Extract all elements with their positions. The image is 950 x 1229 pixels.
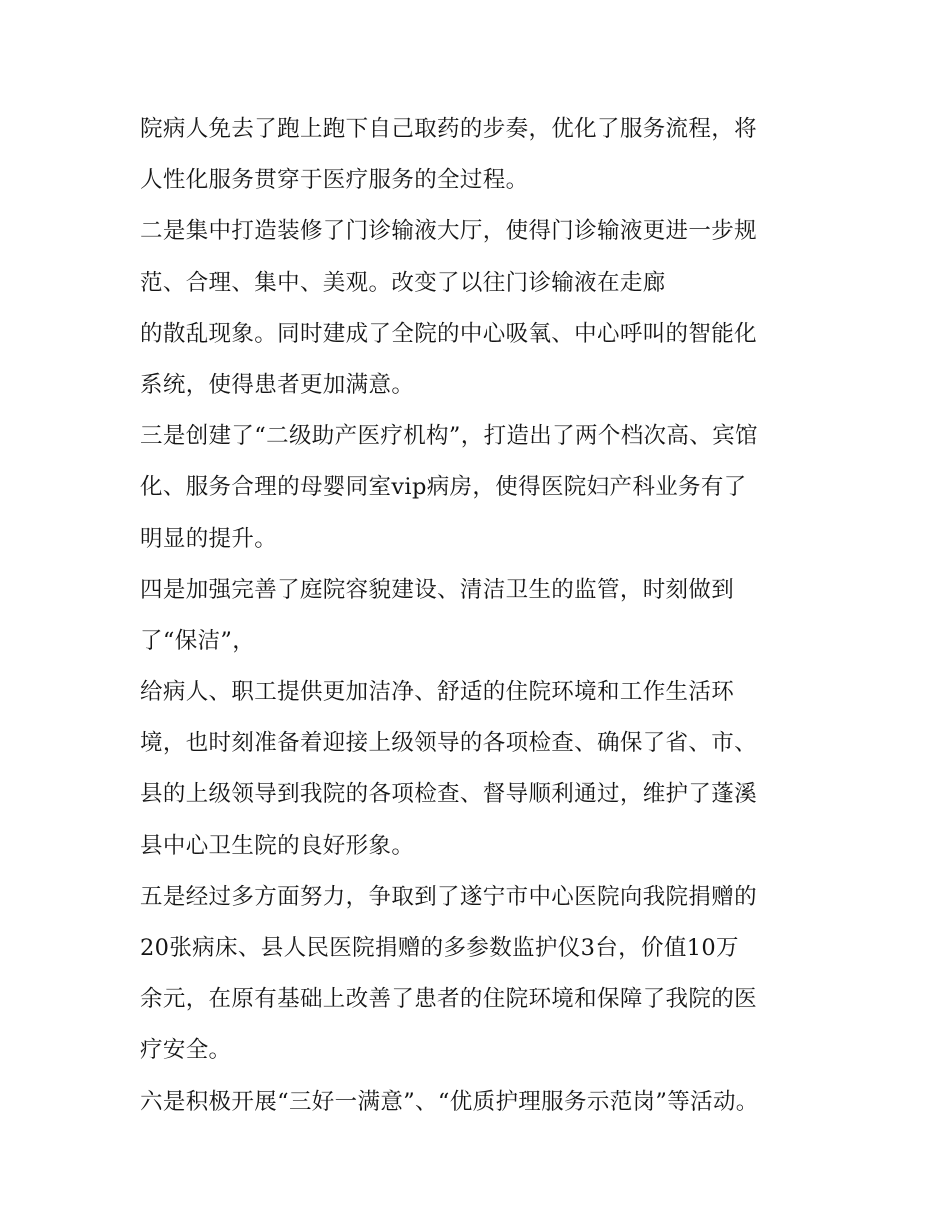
text-line: 的散乱现象。同时建成了全院的中心吸氧、中心呼叫的智能化 [140, 320, 757, 347]
text-line: 院病人免去了跑上跑下自己取药的步奏，优化了服务流程，将 [140, 116, 757, 142]
text-line: 二是集中打造装修了门诊输液大厅，使得门诊输液更进一步规 [140, 218, 757, 245]
text-line: 四是加强完善了庭院容貌建设、清洁卫生的监管，时刻做到 [140, 576, 735, 603]
text-line: 余元，在原有基础上改善了患者的住院环境和保障了我院的医 [140, 986, 757, 1013]
text-line: 人性化服务贯穿于医疗服务的全过程。 [140, 167, 529, 194]
text-line: 范、合理、集中、美观。改变了以往门诊输液在走廊 [140, 269, 666, 296]
text-line: 六是积极开展“三好一满意”、“优质护理服务示范岗”等活动。 [140, 1088, 759, 1115]
text-line: 县中心卫生院的良好形象。 [140, 832, 415, 859]
text-line: 县的上级领导到我院的各项检查、督导顺利通过，维护了蓬溪 [140, 781, 757, 808]
document-body [140, 104, 830, 1128]
text-line: 三是创建了“二级助产医疗机构”，打造出了两个档次高、宾馆 [140, 423, 758, 450]
text-line: 明显的提升。 [140, 525, 278, 552]
text-line: 了“保洁”， [140, 627, 256, 654]
text-line: 20张病床、县人民医院捐赠的多参数监护仪3台，价值10万 [140, 935, 739, 961]
text-line: 五是经过多方面努力，争取到了遂宁市中心医院向我院捐赠的 [140, 883, 757, 910]
text-line: 境，也时刻准备着迎接上级领导的各项检查、确保了省、市、 [140, 730, 757, 757]
text-line: 疗安全。 [140, 1037, 232, 1064]
text-line: 给病人、职工提供更加洁净、舒适的住院环境和工作生活环 [140, 679, 735, 706]
text-line: 化、服务合理的母婴同室vip病房，使得医院妇产科业务有了 [140, 474, 747, 501]
text-line: 系统，使得患者更加满意。 [140, 371, 415, 398]
